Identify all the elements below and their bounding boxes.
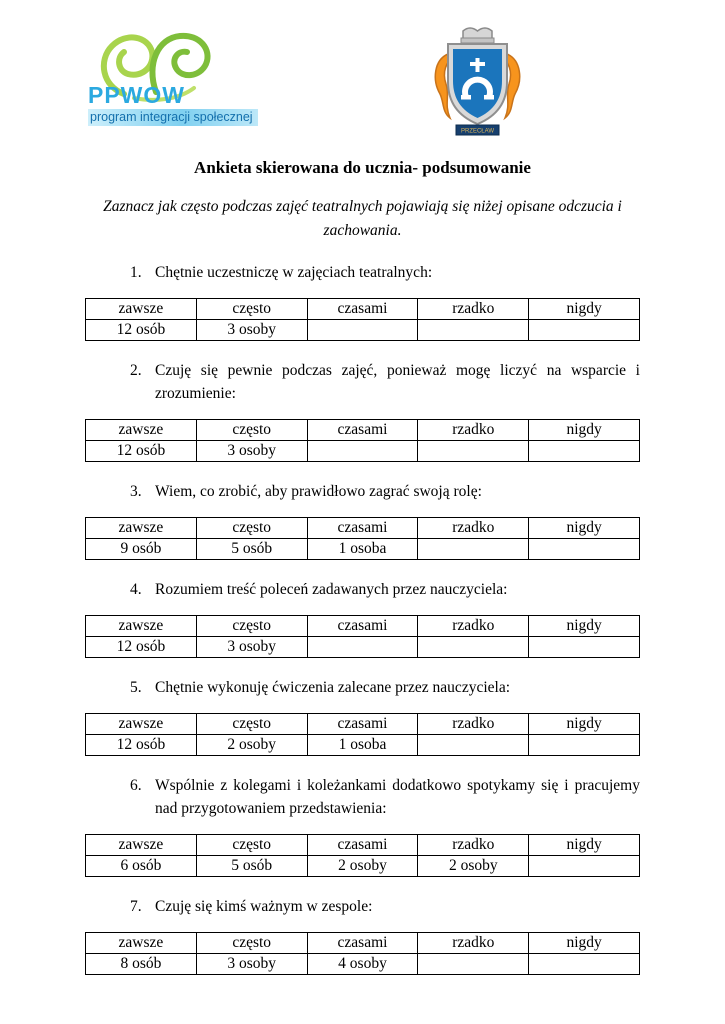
page-subtitle: Zaznacz jak często podczas zajęć teatralnych pojawiają się niżej opisane odczucia i zachowania. bbox=[103, 198, 622, 239]
table-header-cell: często bbox=[196, 933, 307, 954]
question-line bbox=[130, 359, 640, 405]
document-header bbox=[0, 0, 725, 150]
table-header-cell: rzadko bbox=[418, 714, 529, 735]
table-value-cell: 3 osoby bbox=[196, 441, 307, 462]
answer-table bbox=[85, 615, 640, 658]
question-line bbox=[130, 895, 640, 918]
question-number: 2. bbox=[130, 362, 142, 379]
questions-list bbox=[0, 261, 725, 975]
table-value-cell bbox=[529, 856, 640, 877]
table-value-row bbox=[86, 320, 640, 341]
table-header-cell: czasami bbox=[307, 420, 418, 441]
question-number: 5. bbox=[130, 679, 142, 696]
question-block bbox=[0, 480, 725, 560]
table-value-cell: 2 osoby bbox=[307, 856, 418, 877]
table-value-cell bbox=[529, 735, 640, 756]
coat-of-arms bbox=[430, 24, 525, 140]
answer-table bbox=[85, 517, 640, 560]
table-value-cell bbox=[418, 320, 529, 341]
question-number: 3. bbox=[130, 483, 142, 500]
ppwow-tagline: program integracji społecznej bbox=[88, 109, 258, 126]
table-value-cell bbox=[307, 637, 418, 658]
table-value-cell bbox=[529, 539, 640, 560]
question-block bbox=[0, 359, 725, 462]
table-header-cell: rzadko bbox=[418, 299, 529, 320]
table-header-cell: nigdy bbox=[529, 299, 640, 320]
question-number: 4. bbox=[130, 581, 142, 598]
table-header-cell: zawsze bbox=[86, 616, 197, 637]
table-value-cell: 1 osoba bbox=[307, 539, 418, 560]
page-title: Ankieta skierowana do ucznia- podsumowanie bbox=[194, 158, 531, 177]
table-header-cell: czasami bbox=[307, 616, 418, 637]
table-header-row bbox=[86, 299, 640, 320]
table-header-cell: często bbox=[196, 299, 307, 320]
table-value-cell: 2 osoby bbox=[418, 856, 529, 877]
table-header-cell: czasami bbox=[307, 299, 418, 320]
crest-horseshoe-foot-left bbox=[461, 95, 471, 100]
table-value-row bbox=[86, 637, 640, 658]
table-value-row bbox=[86, 954, 640, 975]
table-header-cell: zawsze bbox=[86, 933, 197, 954]
table-header-cell: często bbox=[196, 714, 307, 735]
table-value-cell: 6 osób bbox=[86, 856, 197, 877]
answer-table bbox=[85, 834, 640, 877]
ppwow-wordmark: PPWOW bbox=[88, 82, 185, 108]
table-header-cell: nigdy bbox=[529, 714, 640, 735]
table-header-cell: nigdy bbox=[529, 933, 640, 954]
table-value-cell bbox=[418, 954, 529, 975]
table-header-row bbox=[86, 420, 640, 441]
table-header-cell: czasami bbox=[307, 518, 418, 539]
table-header-cell: rzadko bbox=[418, 835, 529, 856]
table-value-cell bbox=[307, 320, 418, 341]
crest-caption: PRZECŁAW bbox=[460, 128, 495, 135]
table-header-row bbox=[86, 933, 640, 954]
table-value-cell bbox=[418, 441, 529, 462]
table-value-cell: 4 osoby bbox=[307, 954, 418, 975]
question-line bbox=[130, 578, 640, 601]
answer-table bbox=[85, 713, 640, 756]
table-value-cell bbox=[418, 539, 529, 560]
table-value-cell: 12 osób bbox=[86, 441, 197, 462]
table-value-cell bbox=[529, 441, 640, 462]
question-block bbox=[0, 676, 725, 756]
question-block bbox=[0, 774, 725, 877]
table-header-row bbox=[86, 616, 640, 637]
table-value-row bbox=[86, 441, 640, 462]
crest-horseshoe-foot-right bbox=[484, 95, 494, 100]
table-header-cell: rzadko bbox=[418, 616, 529, 637]
table-header-cell: rzadko bbox=[418, 933, 529, 954]
table-header-cell: czasami bbox=[307, 835, 418, 856]
table-value-cell: 3 osoby bbox=[196, 320, 307, 341]
table-value-cell: 3 osoby bbox=[196, 954, 307, 975]
table-value-cell bbox=[418, 735, 529, 756]
table-value-cell: 12 osób bbox=[86, 735, 197, 756]
table-header-cell: zawsze bbox=[86, 299, 197, 320]
answer-table bbox=[85, 419, 640, 462]
question-text: Rozumiem treść poleceń zadawanych przez nauczyciela: bbox=[155, 581, 508, 598]
question-block bbox=[0, 261, 725, 341]
table-value-cell bbox=[529, 637, 640, 658]
question-text: Czuję się kimś ważnym w zespole: bbox=[155, 898, 373, 915]
table-header-cell: rzadko bbox=[418, 518, 529, 539]
ppwow-logo bbox=[88, 26, 298, 126]
answer-table bbox=[85, 932, 640, 975]
question-line bbox=[130, 261, 640, 284]
table-header-row bbox=[86, 835, 640, 856]
question-text: Wiem, co zrobić, aby prawidłowo zagrać swoją rolę: bbox=[155, 483, 482, 500]
table-header-row bbox=[86, 518, 640, 539]
table-value-cell bbox=[529, 954, 640, 975]
table-value-cell bbox=[418, 637, 529, 658]
table-header-cell: nigdy bbox=[529, 616, 640, 637]
table-header-cell: czasami bbox=[307, 714, 418, 735]
table-header-cell: rzadko bbox=[418, 420, 529, 441]
table-header-cell: zawsze bbox=[86, 518, 197, 539]
table-value-row bbox=[86, 539, 640, 560]
table-value-cell: 5 osób bbox=[196, 856, 307, 877]
question-line bbox=[130, 676, 640, 699]
table-header-cell: zawsze bbox=[86, 420, 197, 441]
question-number: 1. bbox=[130, 264, 142, 281]
question-text: Chętnie wykonuję ćwiczenia zalecane przez nauczyciela: bbox=[155, 679, 511, 696]
question-block bbox=[0, 578, 725, 658]
question-number: 6. bbox=[130, 777, 142, 794]
table-header-cell: nigdy bbox=[529, 518, 640, 539]
table-header-cell: nigdy bbox=[529, 835, 640, 856]
table-header-cell: czasami bbox=[307, 933, 418, 954]
table-header-row bbox=[86, 714, 640, 735]
table-header-cell: nigdy bbox=[529, 420, 640, 441]
table-value-cell: 12 osób bbox=[86, 637, 197, 658]
table-header-cell: zawsze bbox=[86, 714, 197, 735]
table-header-cell: często bbox=[196, 518, 307, 539]
table-value-row bbox=[86, 856, 640, 877]
table-value-cell: 12 osób bbox=[86, 320, 197, 341]
question-text: Chętnie uczestniczę w zajęciach teatralnych: bbox=[155, 264, 433, 281]
answer-table bbox=[85, 298, 640, 341]
crest-cross-bar bbox=[470, 62, 485, 66]
table-value-cell: 2 osoby bbox=[196, 735, 307, 756]
question-line bbox=[130, 480, 640, 503]
table-value-cell bbox=[307, 441, 418, 462]
table-header-cell: często bbox=[196, 835, 307, 856]
table-value-row bbox=[86, 735, 640, 756]
question-number: 7. bbox=[130, 898, 142, 915]
table-value-cell: 9 osób bbox=[86, 539, 197, 560]
table-header-cell: często bbox=[196, 616, 307, 637]
table-value-cell: 5 osób bbox=[196, 539, 307, 560]
table-header-cell: często bbox=[196, 420, 307, 441]
question-text: Czuję się pewnie podczas zajęć, ponieważ mogę liczyć na wsparcie i zrozumienie: bbox=[155, 362, 640, 402]
table-value-cell: 8 osób bbox=[86, 954, 197, 975]
question-line bbox=[130, 774, 640, 820]
table-value-cell: 1 osoba bbox=[307, 735, 418, 756]
question-block bbox=[0, 895, 725, 975]
question-text: Wspólnie z kolegami i koleżankami dodatkowo spotykamy się i pracujemy nad przygotowaniem przedstawienia: bbox=[155, 777, 640, 817]
table-value-cell bbox=[529, 320, 640, 341]
table-header-cell: zawsze bbox=[86, 835, 197, 856]
table-value-cell: 3 osoby bbox=[196, 637, 307, 658]
